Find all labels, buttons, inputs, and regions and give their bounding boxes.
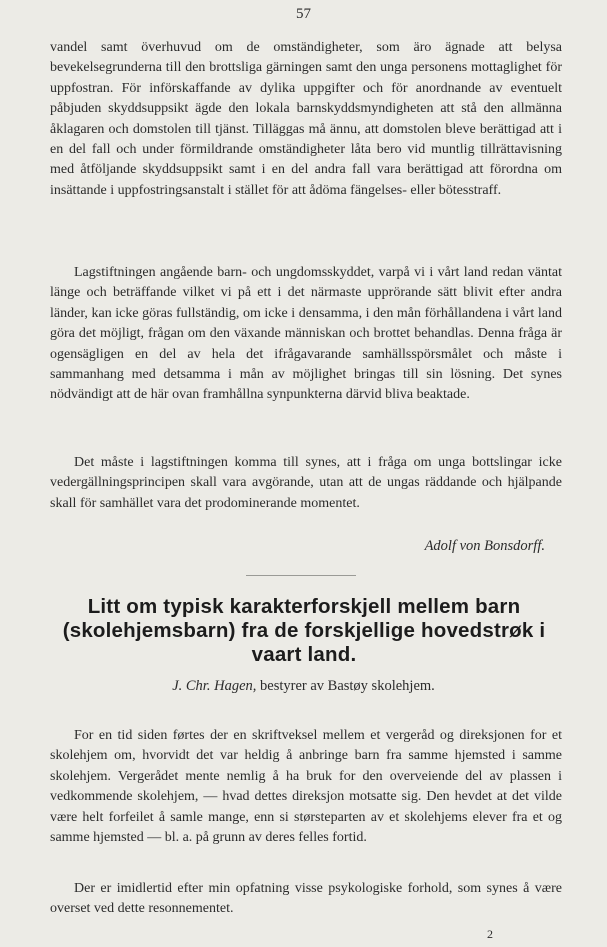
author-role: bestyrer av Bastøy skolehjem. <box>260 678 435 694</box>
norwegian-paragraph-2: Der er imidlertid efter min opfatning visse psykologiske forhold, som synes å være overset ved dette resonnementet. <box>50 881 562 917</box>
byline <box>0 678 607 695</box>
author-name: J. Chr. Hagen, <box>172 678 257 694</box>
signature: Adolf von Bonsdorff. <box>424 538 545 554</box>
footer-number: 2 <box>487 927 493 941</box>
swedish-paragraph-1: vandel samt överhuvud om de omständigheter, som äro ägnade att belysa bevekelsegrunderna till den brottsliga gärningen samt den unga personens mottaglighet för uppfostran. För införskaffande av dylika uppgifter och för anordnande av eventuelt påbjuden skyddsuppsikt ägde den lokala barnskyddsmyndigheten att stå den allmänna åklagaren och domstolen till tjänst. Tilläggas må ännu, att domstolen bleve berättigad att i en del fall och under förmildrande omständigheter låta bero vid muntlig tillrättavisning med åtföljande skyddsuppsikt samt i en del andra fall vara berättigad att förordna om insättande i uppfostringsanstalt i stället för att ådöma fängelses- eller bötesstraff. <box>50 40 562 198</box>
swedish-paragraph-3: Det måste i lagstiftningen komma till synes, att i fråga om unga bottslingar icke vedergällningsprincipen skall vara avgörande, utan att de ungas räddande och hjälpande skall för samhället vara det prodominerande momentet. <box>50 455 562 511</box>
article-title: Litt om typisk karakterforskjell mellem barn (skolehjemsbarn) fra de forskjellige hovedstrøk i vaart land. <box>62 595 546 666</box>
norwegian-paragraph-1: For en tid siden førtes der en skriftveksel mellem et vergeråd og direksjonen for et skolehjem om, hvorvidt det var heldig å anbringe barn fra samme hjemsted i samme skolehjem. Vergerådet mente nemlig å ha bruk for den overveiende del av plassen i vedkommende skolehjem, — hvad dettes direksjon motsatte sig. Den hevdet at det vilde være helt forfeilet å samle mange, enn si størsteparten av et skolehjems elever fra et og samme hjemsted — bl. a. på grunn av deres felles fortid. <box>50 728 562 846</box>
swedish-paragraph-2: Lagstiftningen angående barn- och ungdomsskyddet, varpå vi i vårt land redan väntat länge och beträffande vilket vi på ett i det närmaste upprörande sätt blivit efter andra länder, kan icke göras fullständig, om icke i densamma, i den mån förhållandena i vårt land göra det möjligt, frågan om den växande människan och brottet behandlas. Denna fråga är ogensägligen en del av hela det ifrågavarande samhällsspörsmålet och måste i sammanhang med detsamma i mån av möjlighet bringas till sin lösning. Det synes nödvändigt att de här ovan framhållna synpunkterna därvid bliva beaktade. <box>50 265 562 403</box>
section-divider <box>246 575 356 576</box>
page-number: 57 <box>296 6 311 22</box>
